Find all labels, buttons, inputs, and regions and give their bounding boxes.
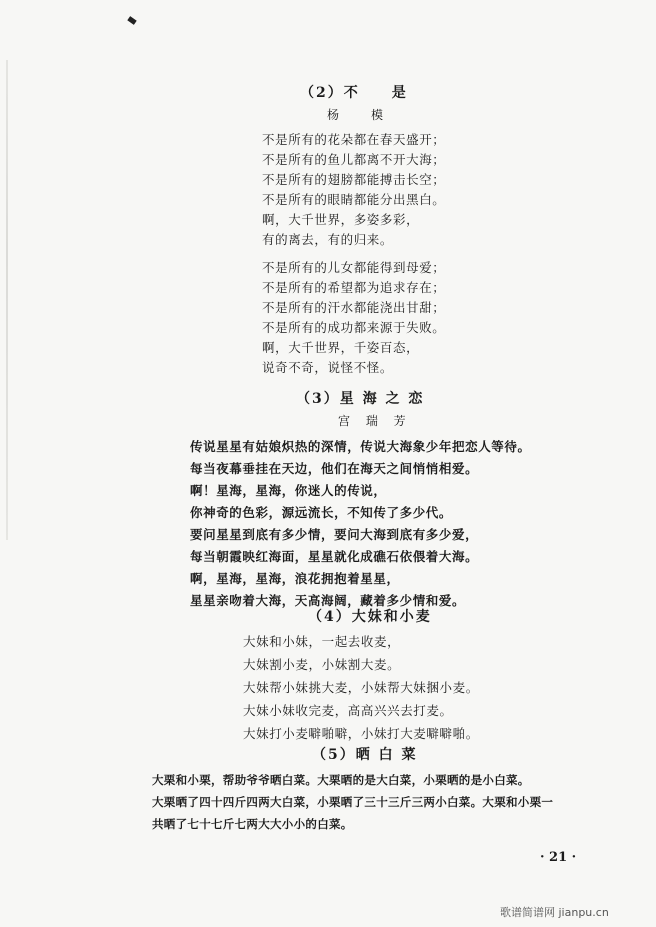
verse-line: 说奇不奇，说怪不怪。	[262, 360, 394, 375]
prose-line: 大栗晒了四十四斤四两大白菜，小栗晒了三十三斤三两小白菜。大栗和小栗一	[152, 795, 554, 809]
prose-line: 共晒了七十七斤七两大大小小的白菜。	[152, 817, 353, 831]
page-number: · 21 ·	[540, 850, 577, 865]
scan-edge	[6, 60, 8, 540]
verse-line: 有的离去，有的归来。	[262, 232, 394, 247]
verse-line: 啊，大千世界，千姿百态，	[262, 340, 420, 355]
verse-line: 大妹小妹收完麦，高高兴兴去打麦。	[243, 703, 453, 718]
prose-line: 每当朝霞映红海面，星星就化成礁石依偎着大海。	[190, 549, 479, 564]
verse-line: 不是所有的鱼儿都离不开大海；	[262, 152, 446, 167]
prose-line: 大栗和小栗，帮助爷爷晒白菜。大栗晒的是大白菜，小栗晒的是小白菜。	[152, 773, 530, 787]
verse-line: 不是所有的花朵都在春天盛开；	[262, 132, 446, 147]
verse-line: 啊，大千世界，多姿多彩，	[262, 212, 420, 227]
verse-line: 大妹割小麦，小妹割大麦。	[243, 657, 401, 672]
prose-line: 啊！星海，星海，你迷人的传说，	[190, 483, 387, 498]
prose-line: 传说星星有姑娘炽热的深情，传说大海象少年把恋人等待。	[190, 439, 531, 454]
section-title-4: （4）大妹和小麦	[308, 609, 432, 625]
prose-line: 每当夜幕垂挂在天边，他们在海天之间悄悄相爱。	[190, 461, 479, 476]
section-author-3: 宫 瑞 芳	[338, 414, 412, 428]
prose-line: 要问星星到底有多少情，要问大海到底有多少爱，	[190, 527, 479, 542]
verse-line: 不是所有的儿女都能得到母爱；	[262, 260, 446, 275]
prose-line: 星星亲吻着大海，天高海阔，藏着多少情和爱。	[190, 593, 466, 608]
scan-mark	[127, 16, 136, 25]
verse-line: 不是所有的翅膀都能搏击长空；	[262, 172, 446, 187]
verse-line: 不是所有的汗水都能浇出甘甜；	[262, 300, 446, 315]
verse-line: 大妹帮小妹挑大麦，小妹帮大妹捆小麦。	[243, 680, 479, 695]
section-title-5: （5）晒 白 菜	[312, 747, 418, 763]
verse-line: 不是所有的希望都为追求存在；	[262, 280, 446, 295]
section-title-2: （2）不 是	[300, 85, 408, 101]
prose-line: 你神奇的色彩，源远流长，不知传了多少代。	[190, 505, 453, 520]
verse-line: 不是所有的眼睛都能分出黑白。	[262, 192, 446, 207]
watermark: 歌谱简谱网 jianpu.cn	[500, 906, 609, 919]
verse-line: 大妹和小妹，一起去收麦，	[243, 634, 401, 649]
section-title-3: （3）星 海 之 恋	[296, 391, 425, 407]
verse-line: 大妹打小麦噼啪噼，小妹打大麦噼噼啪。	[243, 726, 479, 741]
verse-line: 不是所有的成功都来源于失败。	[262, 320, 446, 335]
section-author-2: 杨 模	[327, 108, 394, 122]
prose-line: 啊，星海，星海，浪花拥抱着星星，	[190, 571, 400, 586]
